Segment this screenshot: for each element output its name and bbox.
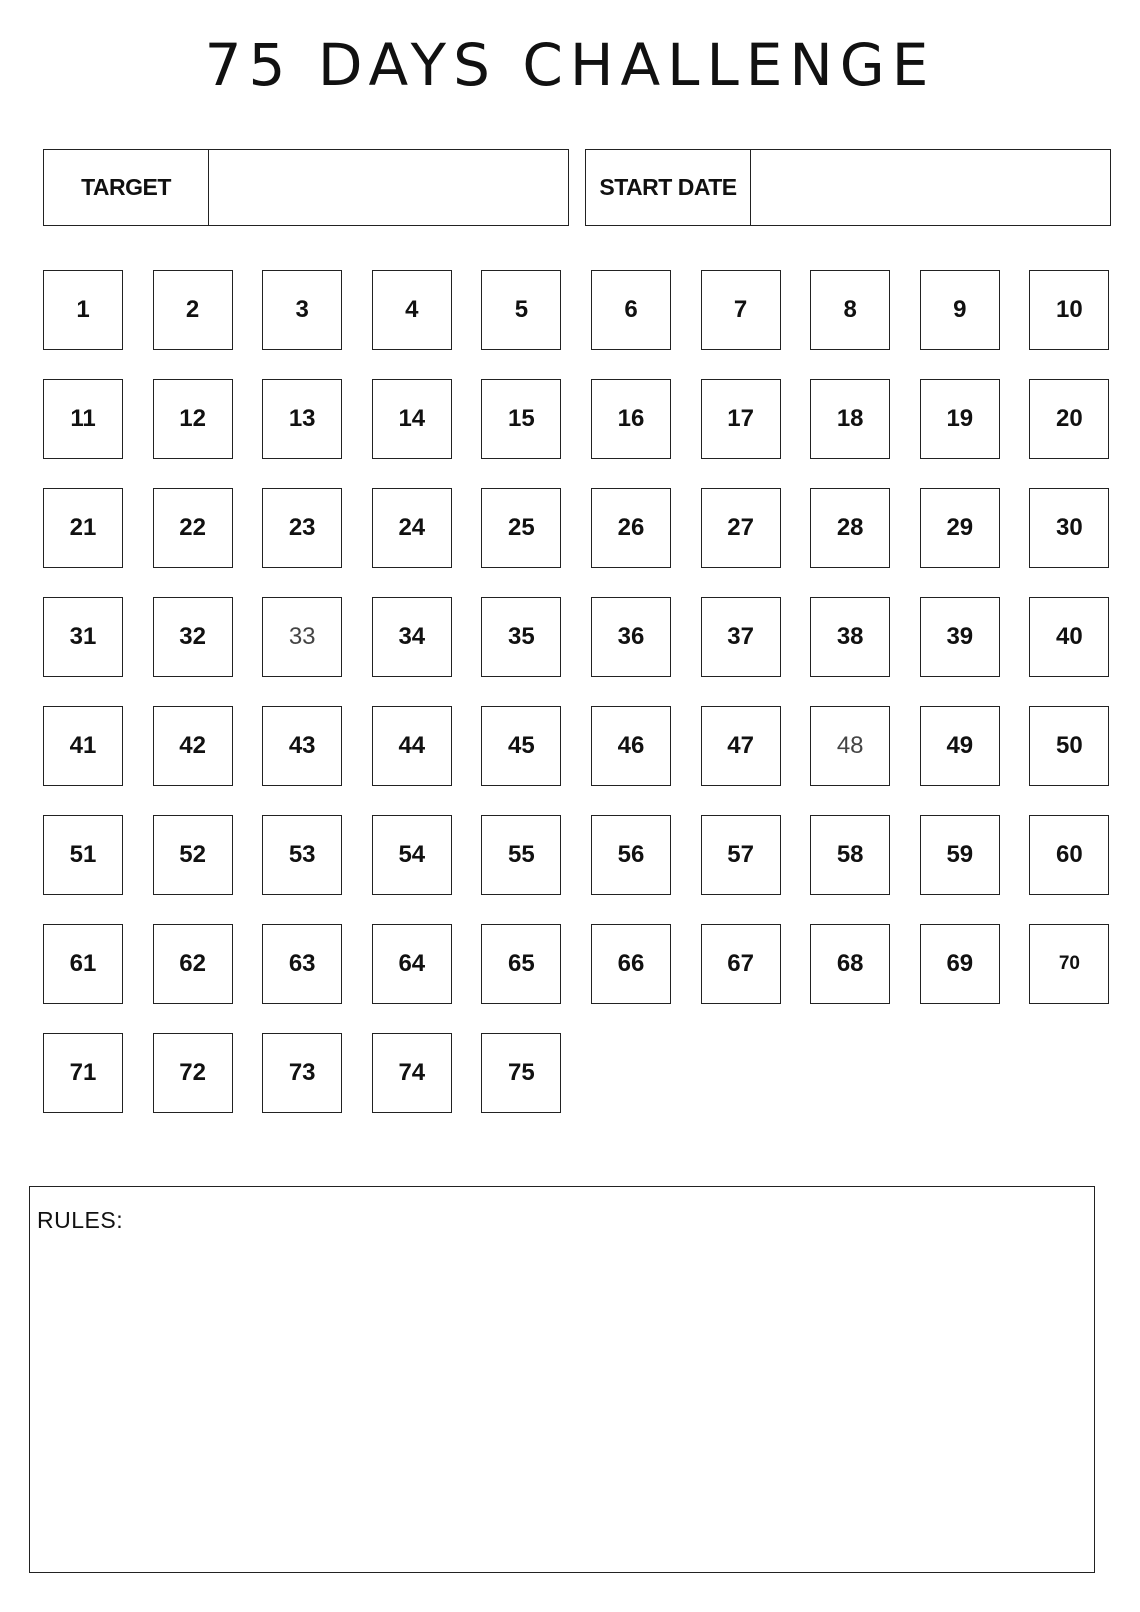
day-box[interactable]: 57 bbox=[701, 815, 781, 895]
day-box[interactable]: 66 bbox=[591, 924, 671, 1004]
day-box[interactable]: 12 bbox=[153, 379, 233, 459]
day-box[interactable]: 22 bbox=[153, 488, 233, 568]
day-box[interactable]: 7 bbox=[701, 270, 781, 350]
day-box[interactable]: 68 bbox=[810, 924, 890, 1004]
day-box[interactable]: 16 bbox=[591, 379, 671, 459]
day-box[interactable]: 27 bbox=[701, 488, 781, 568]
day-box[interactable]: 11 bbox=[43, 379, 123, 459]
day-box[interactable]: 42 bbox=[153, 706, 233, 786]
start-date-label: START DATE bbox=[586, 150, 751, 225]
day-box[interactable]: 69 bbox=[920, 924, 1000, 1004]
day-box[interactable]: 56 bbox=[591, 815, 671, 895]
day-box[interactable]: 55 bbox=[481, 815, 561, 895]
day-box[interactable]: 48 bbox=[810, 706, 890, 786]
day-box[interactable]: 37 bbox=[701, 597, 781, 677]
day-box[interactable]: 50 bbox=[1029, 706, 1109, 786]
day-box[interactable]: 10 bbox=[1029, 270, 1109, 350]
target-field bbox=[43, 149, 569, 226]
day-box[interactable]: 43 bbox=[262, 706, 342, 786]
day-box[interactable]: 36 bbox=[591, 597, 671, 677]
start-date-input[interactable] bbox=[751, 150, 1110, 225]
day-box[interactable]: 75 bbox=[481, 1033, 561, 1113]
day-box[interactable]: 14 bbox=[372, 379, 452, 459]
day-box[interactable]: 24 bbox=[372, 488, 452, 568]
day-box[interactable]: 60 bbox=[1029, 815, 1109, 895]
page-title: 75 DAYS CHALLENGE bbox=[204, 31, 936, 99]
day-box[interactable]: 49 bbox=[920, 706, 1000, 786]
day-box[interactable]: 61 bbox=[43, 924, 123, 1004]
day-box[interactable]: 4 bbox=[372, 270, 452, 350]
day-box[interactable]: 44 bbox=[372, 706, 452, 786]
day-box[interactable]: 9 bbox=[920, 270, 1000, 350]
day-box[interactable]: 53 bbox=[262, 815, 342, 895]
day-box[interactable]: 45 bbox=[481, 706, 561, 786]
day-box[interactable]: 38 bbox=[810, 597, 890, 677]
day-box[interactable]: 2 bbox=[153, 270, 233, 350]
day-box[interactable]: 63 bbox=[262, 924, 342, 1004]
day-box[interactable]: 13 bbox=[262, 379, 342, 459]
day-box[interactable]: 54 bbox=[372, 815, 452, 895]
day-box[interactable]: 25 bbox=[481, 488, 561, 568]
target-label: TARGET bbox=[44, 150, 209, 225]
day-box[interactable]: 18 bbox=[810, 379, 890, 459]
day-box[interactable]: 59 bbox=[920, 815, 1000, 895]
day-box[interactable]: 51 bbox=[43, 815, 123, 895]
day-box[interactable]: 34 bbox=[372, 597, 452, 677]
day-box[interactable]: 74 bbox=[372, 1033, 452, 1113]
day-box[interactable]: 29 bbox=[920, 488, 1000, 568]
day-box[interactable]: 39 bbox=[920, 597, 1000, 677]
day-box[interactable]: 1 bbox=[43, 270, 123, 350]
day-box[interactable]: 73 bbox=[262, 1033, 342, 1113]
day-box[interactable]: 28 bbox=[810, 488, 890, 568]
day-box[interactable]: 6 bbox=[591, 270, 671, 350]
day-box[interactable]: 19 bbox=[920, 379, 1000, 459]
day-box[interactable]: 47 bbox=[701, 706, 781, 786]
day-box[interactable]: 5 bbox=[481, 270, 561, 350]
day-box[interactable]: 41 bbox=[43, 706, 123, 786]
day-box[interactable]: 32 bbox=[153, 597, 233, 677]
day-box[interactable]: 23 bbox=[262, 488, 342, 568]
day-box[interactable]: 3 bbox=[262, 270, 342, 350]
day-box[interactable]: 33 bbox=[262, 597, 342, 677]
day-box[interactable]: 67 bbox=[701, 924, 781, 1004]
day-box[interactable]: 52 bbox=[153, 815, 233, 895]
day-box[interactable]: 15 bbox=[481, 379, 561, 459]
day-box[interactable]: 62 bbox=[153, 924, 233, 1004]
day-box[interactable]: 72 bbox=[153, 1033, 233, 1113]
day-grid bbox=[43, 270, 1113, 1120]
rules-box[interactable] bbox=[29, 1186, 1095, 1573]
rules-label: RULES: bbox=[37, 1207, 124, 1233]
day-box[interactable]: 30 bbox=[1029, 488, 1109, 568]
day-box[interactable]: 20 bbox=[1029, 379, 1109, 459]
day-box[interactable]: 65 bbox=[481, 924, 561, 1004]
day-box[interactable]: 26 bbox=[591, 488, 671, 568]
day-box[interactable]: 70 bbox=[1029, 924, 1109, 1004]
day-box[interactable]: 58 bbox=[810, 815, 890, 895]
day-box[interactable]: 46 bbox=[591, 706, 671, 786]
day-box[interactable]: 71 bbox=[43, 1033, 123, 1113]
day-box[interactable]: 40 bbox=[1029, 597, 1109, 677]
start-date-field bbox=[585, 149, 1111, 226]
target-input[interactable] bbox=[209, 150, 568, 225]
day-box[interactable]: 21 bbox=[43, 488, 123, 568]
day-box[interactable]: 64 bbox=[372, 924, 452, 1004]
day-box[interactable]: 8 bbox=[810, 270, 890, 350]
day-box[interactable]: 35 bbox=[481, 597, 561, 677]
day-box[interactable]: 31 bbox=[43, 597, 123, 677]
day-box[interactable]: 17 bbox=[701, 379, 781, 459]
